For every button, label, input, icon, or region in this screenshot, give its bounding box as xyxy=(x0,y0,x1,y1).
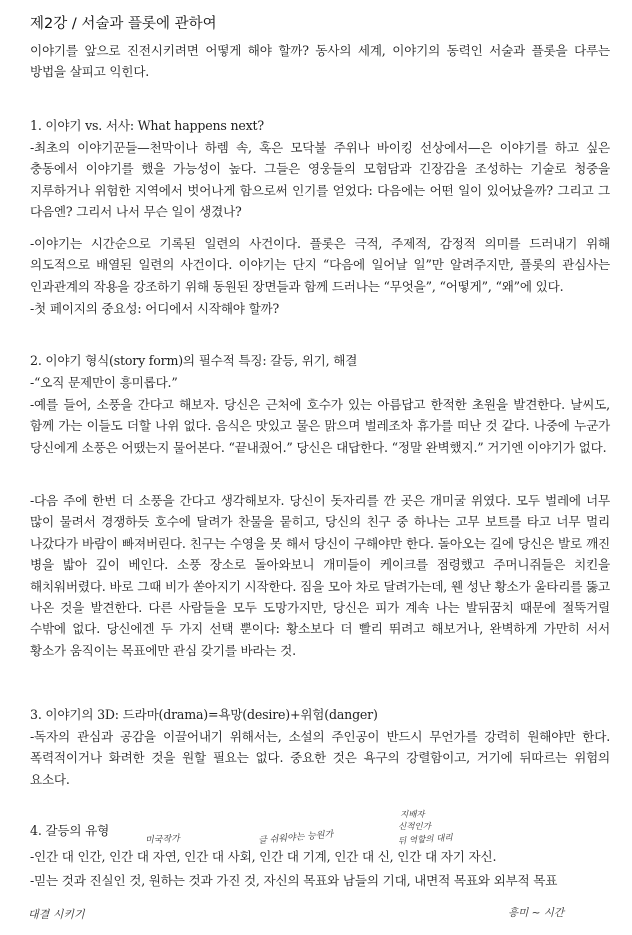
section-2-heading: 2. 이야기 형식(story form)의 필수적 특징: 갈등, 위기, 해결 xyxy=(30,353,358,368)
section-4-heading: 4. 갈등의 유형 xyxy=(30,823,110,838)
lecture-title: 제2강 / 서술과 플롯에 관하여 xyxy=(30,16,217,32)
handwritten-note: 지배자 xyxy=(400,810,425,820)
handwritten-note: 흥미 ~ 시간 xyxy=(508,907,565,919)
section-3-heading: 3. 이야기의 3D: 드라마(drama)=욕망(desire)+위험(danger) xyxy=(30,707,378,722)
section-4-paragraph-2: -믿는 것과 진실인 것, 원하는 것과 가진 것, 자신의 목표와 남들의 기대, 내면적 목표와 외부적 목표 xyxy=(30,873,558,888)
intro-paragraph: 이야기를 앞으로 진전시키려면 어떻게 해야 할까? 동사의 세계, 이야기의 동력인 서술과 플롯을 다루는 방법을 살피고 익힌다. xyxy=(30,43,610,80)
handwritten-note: 글 쉬워야는 능원가 xyxy=(257,829,334,847)
section-1-paragraph-2: -이야기는 시간순으로 기록된 일련의 사건이다. 플롯은 극적, 주제적, 감정적 의미를 드러내기 위해 의도적으로 배열된 일련의 사건이다. 이야기는 단지 “다음에 일어날 일”만 알려주지만, 플롯의 관심사는 인과관계의 작용을 강조하기 위해 동원된 장면들과 함께 드러나는 “무엇을”, “어떻게”, “왜”에 있다. xyxy=(30,236,610,294)
section-4-paragraph-1: -인간 대 인간, 인간 대 자연, 인간 대 사회, 인간 대 기계, 인간 대 신, 인간 대 자기 자신. xyxy=(30,849,497,864)
section-1-heading: 1. 이야기 vs. 서사: What happens next? xyxy=(30,118,264,133)
section-2-paragraph-2: -예를 들어, 소풍을 간다고 해보자. 당신은 근처에 호수가 있는 아름답고 한적한 초원을 발견한다. 날씨도, 함께 가는 이들도 더할 나위 없다. 음식은 맛있고 물은 맑으며 벌레조차 휴가를 떠난 것 같다. 나중에 누군가 당신에게 소풍은 어땠는지 물어본다. “끝내줬어.” 당신은 대답한다. “정말 완벽했지.” 거기엔 이야기가 없다. xyxy=(30,397,610,455)
section-1-paragraph-3: -첫 페이지의 중요성: 어디에서 시작해야 할까? xyxy=(30,301,280,316)
section-3-paragraph-1: -독자의 관심과 공감을 이끌어내기 위해서는, 소설의 주인공이 반드시 무언가를 강력히 원해야만 한다. 폭력적이거나 화려한 것을 원할 필요는 없다. 중요한 것은 욕구의 강렬함이고, 거기에 뒤따르는 위험의 요소다. xyxy=(30,729,610,787)
handwritten-note: 미국작가 xyxy=(144,834,181,846)
section-2-paragraph-1: -“오직 문제만이 흥미롭다.” xyxy=(30,375,178,390)
handwritten-note: 뒤 역할의 대리 xyxy=(397,833,454,847)
section-1-paragraph-1: -최초의 이야기꾼들—천막이나 하렘 속, 혹은 모닥불 주위나 바이킹 선상에서—은 이야기를 하고 싶은 충동에서 이야기를 했을 가능성이 높다. 그들은 영웅들의 모험담과 긴장감을 조성하는 기술로 청중을 지루하거나 위험한 지역에서 벗어나게 함으로써 인기를 얻었다: 다음에는 어떤 일이 있어났을까? 그리고 그 다음엔? 그리서 나서 무슨 일이 생겼나? xyxy=(30,140,610,220)
section-2-paragraph-3: -다음 주에 한번 더 소풍을 간다고 생각해보자. 당신이 돗자리를 깐 곳은 개미굴 위였다. 모두 벌레에 너무 많이 물려서 경쟁하듯 호수에 달려가 찬물을 뭍히고, 당신의 친구 중 하나는 고무 보트를 타고 너무 멀리 나갔다가 바람이 빠져버린다. 친구는 수영을 못 해서 당신이 구해야만 한다. 돌아오는 길에 당신은 발로 깨진 병을 밟아 깊이 베인다. 소풍 장소로 돌아와보니 개미들이 케이크를 점령했고 주머니쥐들은 치킨을 해치워버렸다. 바로 그때 비가 쏟아지기 시작한다. 짐을 모아 차로 달려가는데, 웬 성난 황소가 울타리를 뚫고 나온 것을 발견한다. 다른 사람들을 모두 도망가지만, 당신은 피가 계속 나는 발뒤꿈치 때문에 절뚝거릴 수밖에 없다. 당신에겐 두 가지 선택 뿐이다: 황소보다 더 빨리 뛰려고 해보거나, 완벽하게 가만히 서서 황소가 움직이는 목표에만 관심 갖기를 바라는 것. xyxy=(30,493,610,658)
handwritten-note: 신적인가 xyxy=(398,822,431,832)
handwritten-note: 대결 시키기 xyxy=(28,908,85,921)
